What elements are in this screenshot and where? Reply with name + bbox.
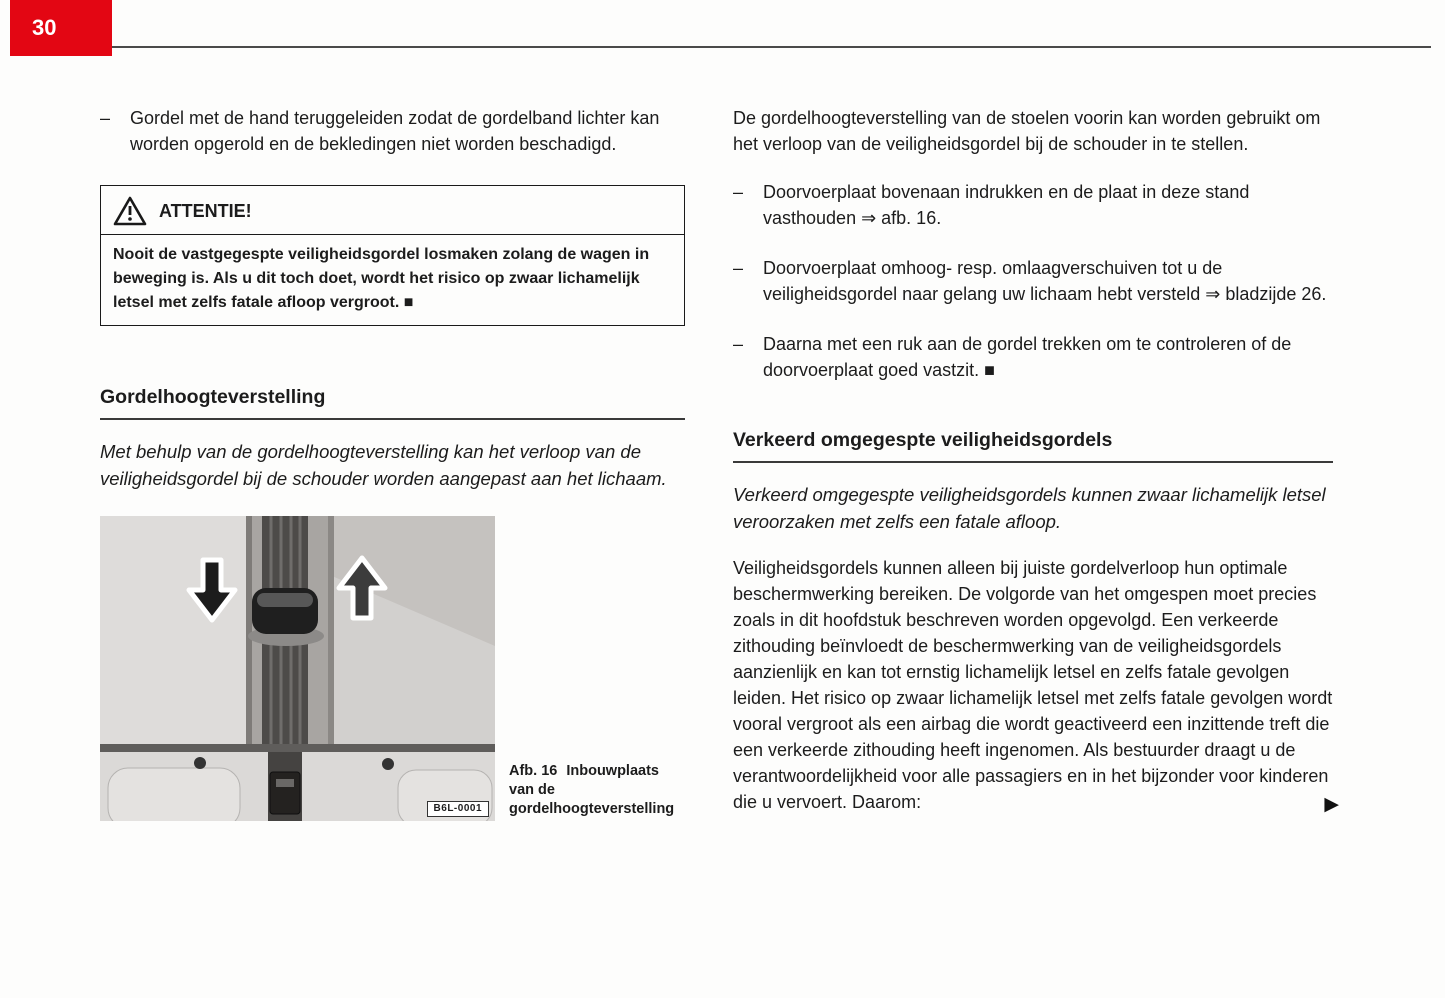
step-text: Doorvoerplaat omhoog- resp. omlaagverschuiven tot u de veiligheidsgordel naar gelang uw lichaam hebt versteld ⇒ bladzijde 26. [763,258,1327,304]
step-text: Doorvoerplaat bovenaan indrukken en de plaat in deze stand vasthouden ⇒ afb. 16. [763,182,1250,228]
headrest-pin-right [382,758,394,770]
figure-photo [100,516,495,821]
intro-paragraph: De gordelhoogteverstelling van de stoelen voorin kan worden gebruikt om het verloop van de veiligheidsgordel bij de schouder in te stellen. [733,108,1321,154]
page-number-badge [10,0,112,56]
section-heading-verkeerd-omgegespte: Verkeerd omgegespte veiligheidsgordels [733,429,1333,463]
figure [100,516,685,821]
dash-marker: – [733,334,744,354]
warning-title: ATTENTIE! [159,200,252,221]
step-item [733,255,1333,307]
height-adjuster-knob [248,588,324,646]
left-column [100,105,685,821]
belt-adjuster-photo [100,516,495,821]
list-item-text: Gordel met de hand teruggeleiden zodat de gordelband lichter kan worden opgerold en de bekledingen niet worden beschadigd. [130,108,660,154]
step-text: Daarna met een ruk aan de gordel trekken om te controleren of de doorvoerplaat goed vastzit. ■ [763,334,1292,380]
body-paragraph: Veiligheidsgordels kunnen alleen bij juiste gordelverloop hun optimale beschermwerking bereiken. De volgorde van het omgespen moet precies zoals in dit hoofdstuk beschreven worden opgevolgd. Een verkeerde zithouding beïnvloedt de beschermwerking van de veiligheidsgordels aanzienlijk en kan tot ernstig lichamelijk letsel en zelfs fatale gevolgen leiden. Het risico op zwaar lichamelijk letsel met zelfs fatale gevolgen wordt vooral vergroot als een airbag die wordt geactiveerd een inzittende treft die een verkeerde zithouding heeft ingenomen. Als bestuurder draagt u de verantwoordelijkheid voor alle passagiers en in het bijzonder voor kinderen die u vervoert. Daarom: [733,558,1333,812]
warning-header [101,194,684,235]
seat-left [108,768,240,821]
figure-caption-text: Inbouwplaats van de gordelhoogteverstelling [509,763,675,817]
list-item [100,105,685,157]
section-heading-gordelhoogteverstelling: Gordelhoogteverstelling [100,386,685,420]
headrest-pin-left [194,757,206,769]
step-item [733,331,1333,383]
figure-caption-label: Afb. 16 [509,763,558,779]
figure-code: B6L-0001 [427,801,489,817]
right-column [733,105,1339,815]
figure-caption [509,762,685,821]
step-list [733,179,1333,383]
page-number: 30 [32,15,57,40]
section-lead: Verkeerd omgegespte veiligheidsgordels kunnen zwaar lichamelijk letsel veroorzaken met zelfs een fatale afloop. [733,484,1326,532]
warning-box [100,185,685,326]
header-rule [112,46,1431,48]
section-lead: Met behulp van de gordelhoogteverstelling kan het verloop van de veiligheidsgordel bij de schouder worden aangepast aan het lichaam. [100,441,667,489]
dash-marker: – [733,258,744,278]
step-item [733,179,1333,231]
warning-triangle-icon [113,196,147,226]
page-continuation-icon: ▶ [1324,794,1339,815]
dash-marker: – [100,108,111,128]
belt-buckle [270,772,300,814]
dash-marker: – [733,182,744,202]
warning-text: Nooit de vastgegespte veiligheidsgordel losmaken zolang de wagen in beweging is. Als u dit toch doet, wordt het risico op zwaar lichamelijk letsel met zelfs fatale afloop vergroot. ■ [113,246,650,311]
shelf-edge [100,744,495,752]
